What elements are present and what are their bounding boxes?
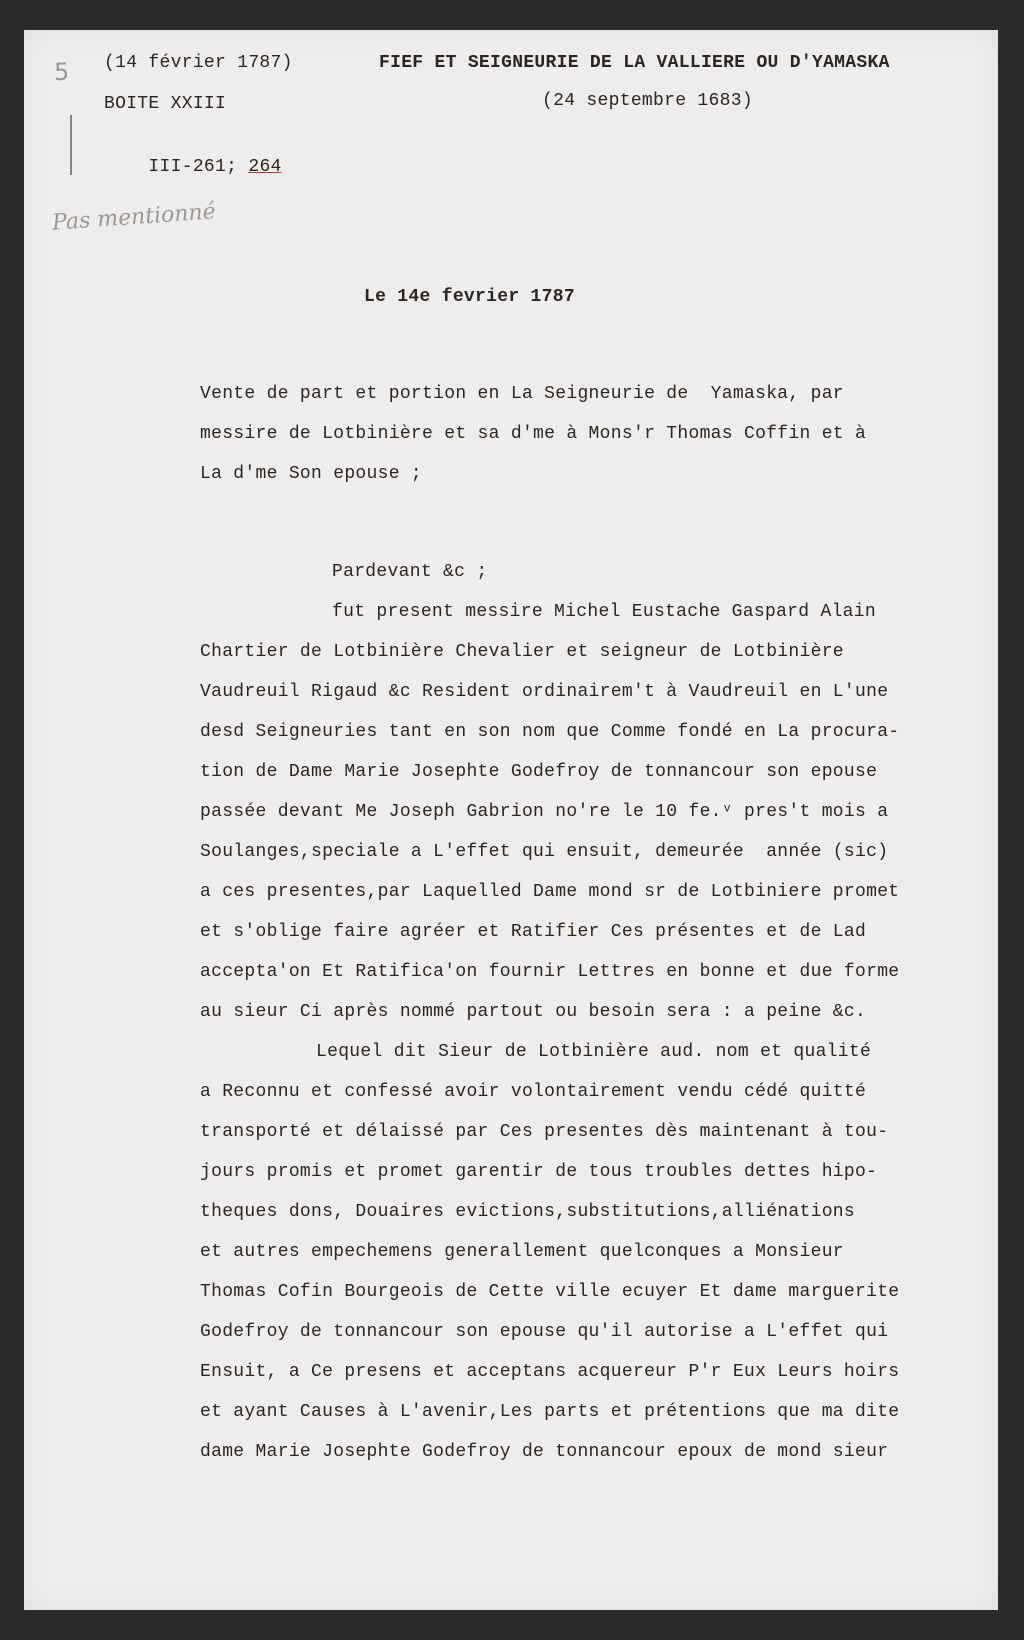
paragraph2-line: Ensuit, a Ce presens et acceptans acquereur P'r Eux Leurs hoirs <box>200 1362 900 1382</box>
header-reference <box>104 134 282 200</box>
page-number: 5 <box>54 58 70 86</box>
intro-line: La d'me Son epouse ; <box>200 464 423 484</box>
paragraph2-line: transporté et délaissé par Ces presentes dès maintenant à tou- <box>200 1122 889 1142</box>
paragraph1-line: desd Seigneuries tant en son nom que Comme fondé en La procura- <box>200 722 900 742</box>
salutation: Pardevant &c ; <box>332 562 488 582</box>
document-page <box>24 30 998 1610</box>
pencil-note: Pas mentionné <box>51 199 217 236</box>
dateline: Le 14e fevrier 1787 <box>364 287 575 307</box>
margin-mark <box>70 115 72 175</box>
paragraph1-line: tion de Dame Marie Josephte Godefroy de tonnancour son epouse <box>200 762 878 782</box>
reference-underlined: 264 <box>248 157 282 177</box>
paragraph2-line: et ayant Causes à L'avenir,Les parts et prétentions que ma dite <box>200 1402 900 1422</box>
paragraph1-line: passée devant Me Joseph Gabrion no're le 10 fe.ᵛ pres't mois a <box>200 802 889 822</box>
paragraph1-line: fut present messire Michel Eustache Gaspard Alain <box>332 602 876 622</box>
reference-prefix: III-261; <box>148 157 249 177</box>
header-date-right: (24 septembre 1683) <box>542 91 753 111</box>
paragraph1-line: Chartier de Lotbinière Chevalier et seigneur de Lotbinière <box>200 642 844 662</box>
paragraph1-line: Soulanges,speciale a L'effet qui ensuit, demeurée année (sic) <box>200 842 889 862</box>
paragraph2-line: et autres empechemens generallement quelconques a Monsieur <box>200 1242 844 1262</box>
intro-line: messire de Lotbinière et sa d'me à Mons'r Thomas Coffin et à <box>200 424 867 444</box>
paragraph2-line: Godefroy de tonnancour son epouse qu'il autorise a L'effet qui <box>200 1322 889 1342</box>
paragraph2-line: jours promis et promet garentir de tous troubles dettes hipo- <box>200 1162 878 1182</box>
paragraph1-line: au sieur Ci après nommé partout ou besoin sera : a peine &c. <box>200 1002 867 1022</box>
paragraph2-line: dame Marie Josephte Godefroy de tonnancour epoux de mond sieur <box>200 1442 889 1462</box>
intro-line: Vente de part et portion en La Seigneurie de Yamaska, par <box>200 384 844 404</box>
paragraph1-line: a ces presentes,par Laquelled Dame mond sr de Lotbiniere promet <box>200 882 900 902</box>
paragraph1-line: accepta'on Et Ratifica'on fournir Lettres en bonne et due forme <box>200 962 900 982</box>
header-title: FIEF ET SEIGNEURIE DE LA VALLIERE OU D'YAMASKA <box>379 53 890 73</box>
paragraph2-line: theques dons, Douaires evictions,substitutions,alliénations <box>200 1202 856 1222</box>
paragraph2-line: Lequel dit Sieur de Lotbinière aud. nom et qualité <box>316 1042 872 1062</box>
paragraph2-line: a Reconnu et confessé avoir volontairement vendu cédé quitté <box>200 1082 867 1102</box>
header-date-left: (14 février 1787) <box>104 53 293 73</box>
paragraph1-line: Vaudreuil Rigaud &c Resident ordinairem't à Vaudreuil en L'une <box>200 682 889 702</box>
paragraph1-line: et s'oblige faire agréer et Ratifier Ces présentes et de Lad <box>200 922 867 942</box>
header-box: BOITE XXIII <box>104 94 227 114</box>
paragraph2-line: Thomas Cofin Bourgeois de Cette ville ecuyer Et dame marguerite <box>200 1282 900 1302</box>
